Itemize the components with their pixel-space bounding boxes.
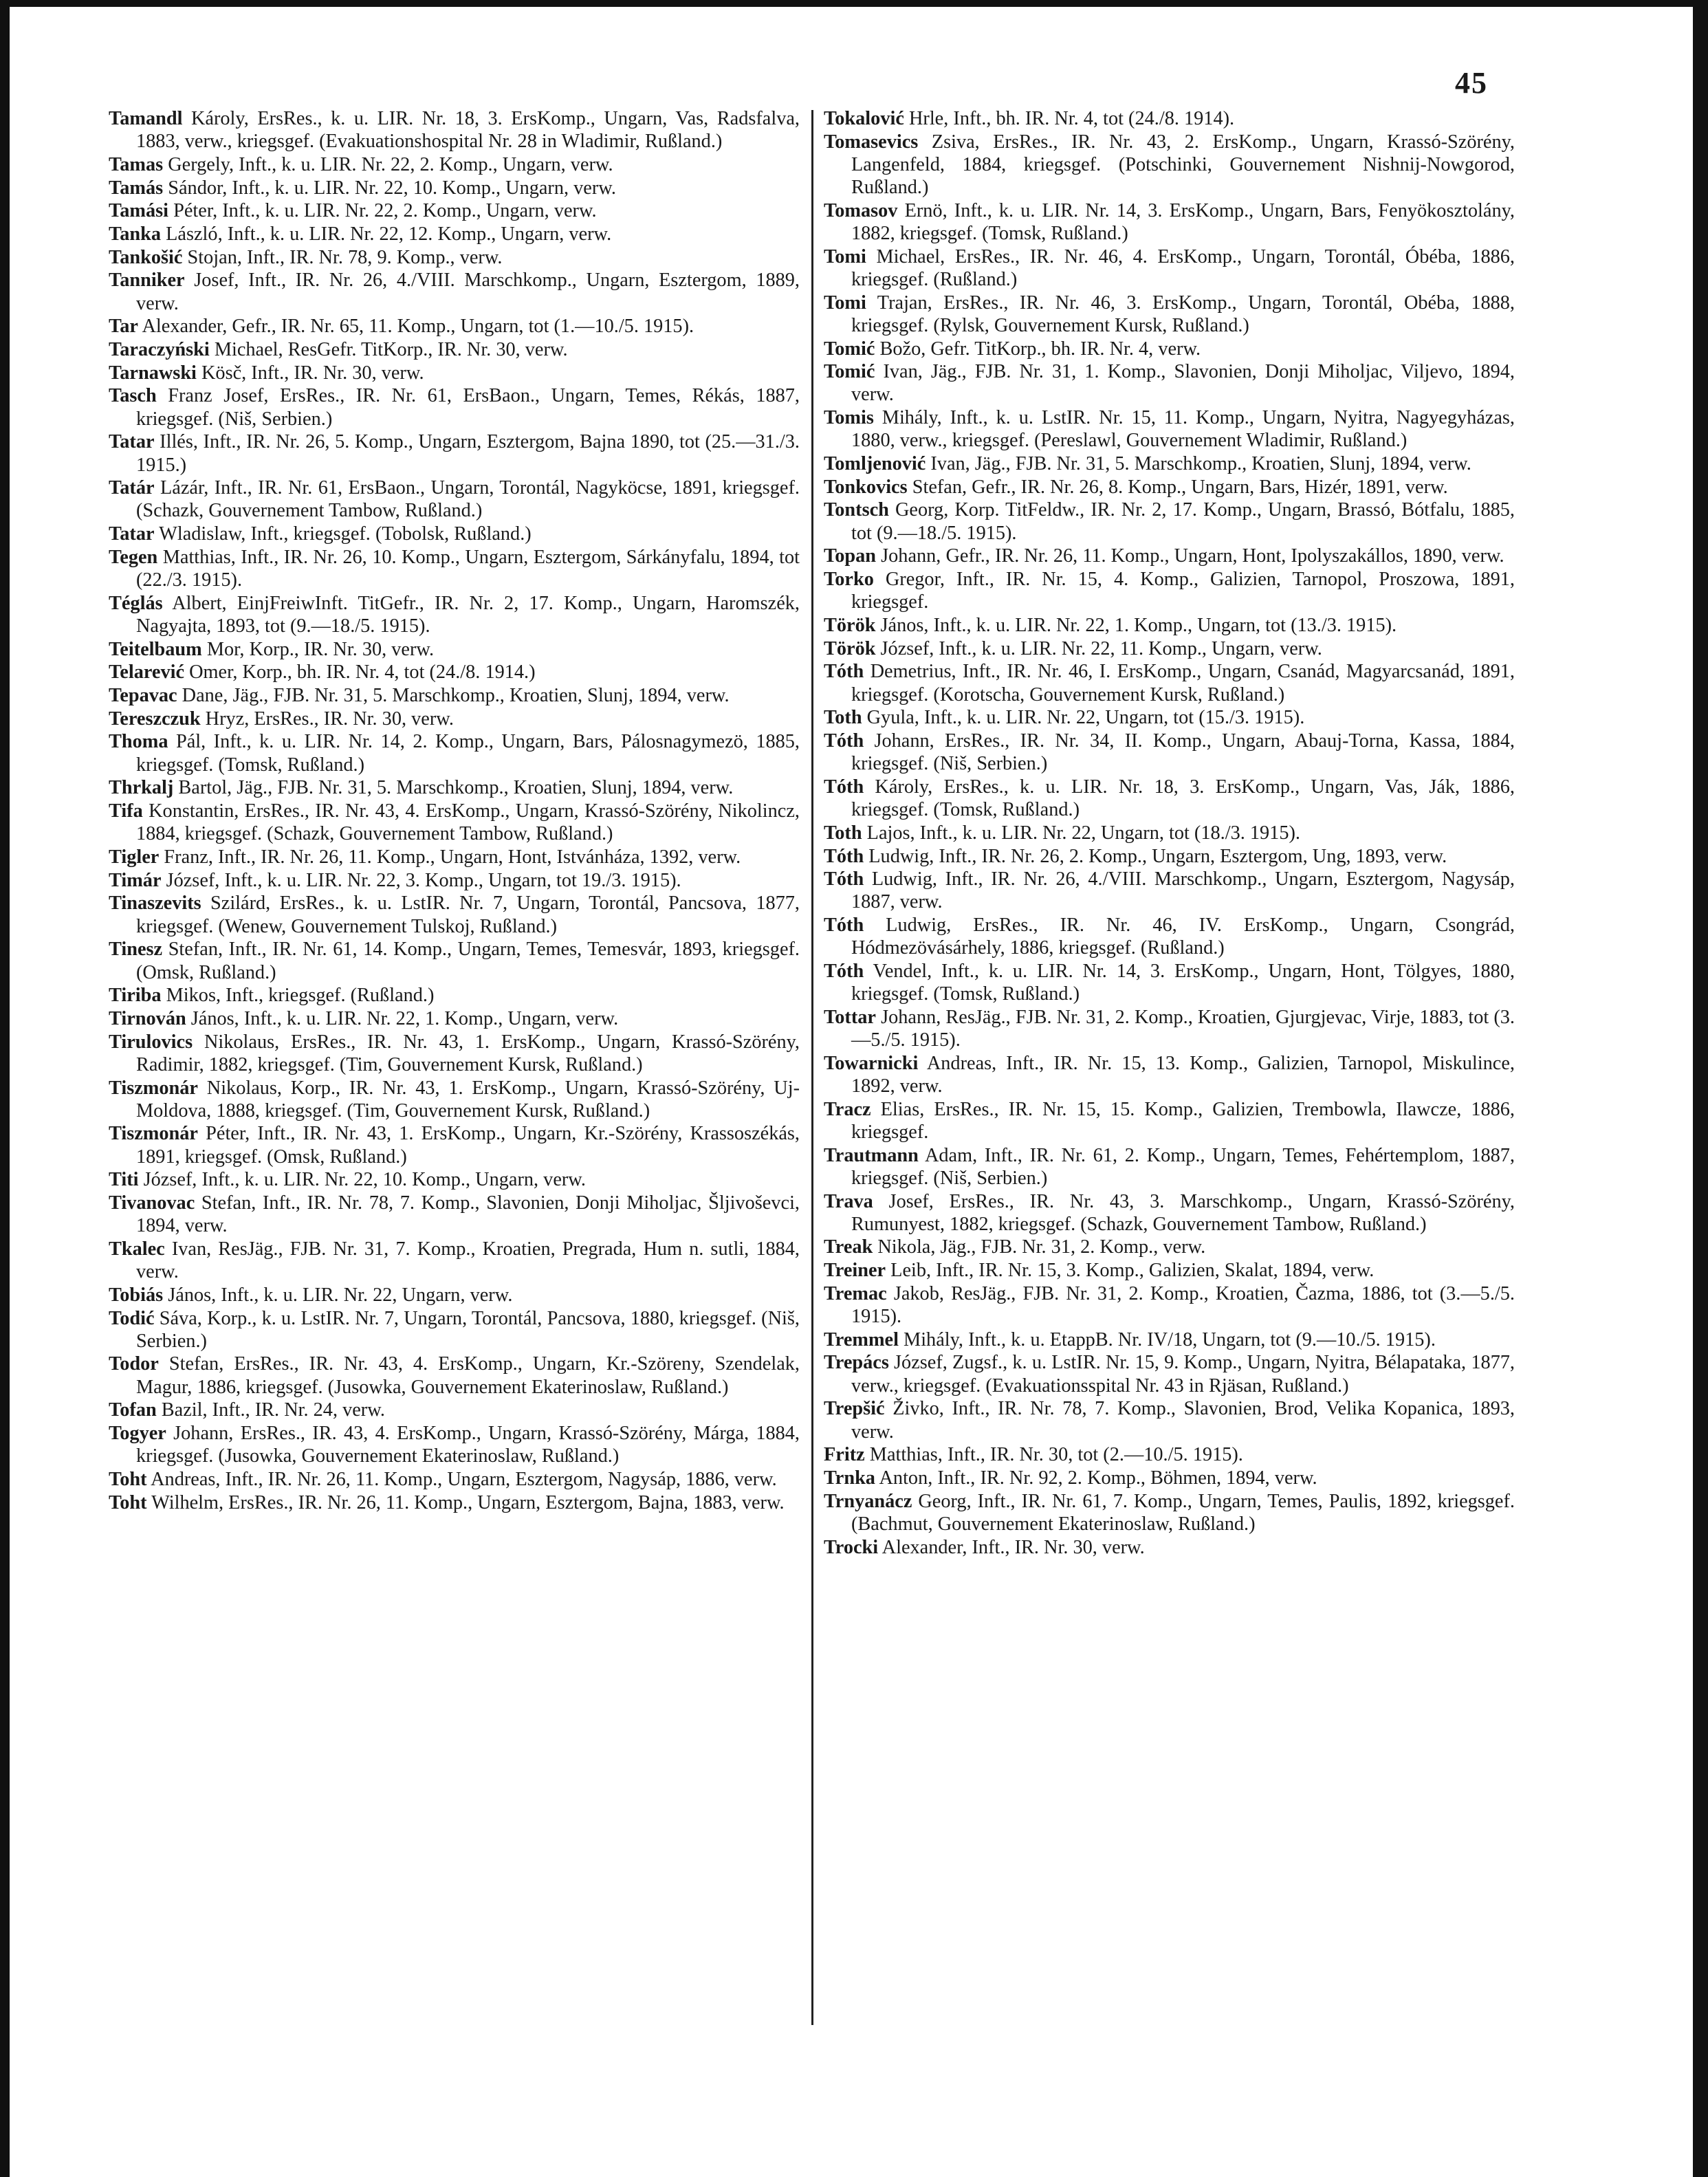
entry-details: Matthias, Inft., IR. Nr. 30, tot (2.—10./5. 1915). [864, 1444, 1243, 1466]
entry-surname: Tamás [109, 177, 164, 199]
entry-details: Illés, Inft., IR. Nr. 26, 5. Komp., Ungarn, Esztergom, Bajna 1890, tot (25.—31./3. 1915.) [136, 431, 800, 476]
entry-surname: Tanniker [109, 270, 185, 292]
entry-details: Zsiva, ErsRes., IR. Nr. 43, 2. ErsKomp., Ungarn, Krassó-Szörény, Langenfeld, 1884, kriegsgef. (Potschinki, Gouvernement Nishnij-Nowgorod, Rußland.) [851, 131, 1515, 199]
entry-surname: Fritz [824, 1444, 865, 1466]
entry-surname: Teitelbaum [109, 638, 202, 660]
entry-details: Gyula, Inft., k. u. LIR. Nr. 22, Ungarn, tot (15./3. 1915). [862, 707, 1305, 729]
entry-surname: Tomi [824, 292, 866, 314]
entry-surname: Tirulovics [109, 1031, 193, 1053]
entry-surname: Tarnawski [109, 362, 197, 384]
register-entry [824, 960, 1515, 1005]
entry-surname: Tontsch [824, 499, 889, 521]
register-entry [109, 1122, 800, 1168]
entry-details: János, Inft., k. u. LIR. Nr. 22, 1. Komp., Ungarn, tot (13./3. 1915). [875, 614, 1397, 636]
register-entry [824, 1259, 1515, 1282]
entry-details: János, Inft., k. u. LIR. Nr. 22, Ungarn, verw. [163, 1284, 513, 1306]
entry-surname: Tepavac [109, 685, 177, 707]
register-entry [824, 730, 1515, 775]
register-entry [824, 914, 1515, 959]
entry-details: Károly, ErsRes., k. u. LIR. Nr. 18, 3. ErsKomp., Ungarn, Vas, Radsfalva, 1883, verw., kriegsgef. (Evakuationshospital Nr. 28 in Wladimir, Rußland.) [136, 108, 800, 153]
entry-surname: Torko [824, 569, 874, 591]
register-entry [109, 776, 800, 799]
entry-details: Stefan, Gefr., IR. Nr. 26, 8. Komp., Ungarn, Bars, Hizér, 1891, verw. [907, 476, 1448, 498]
entry-details: Elias, ErsRes., IR. Nr. 15, 15. Komp., Galizien, Trembowla, Ilawcze, 1886, kriegsgef. [851, 1098, 1515, 1143]
register-entry [109, 246, 800, 269]
entry-details: Franz, Inft., IR. Nr. 26, 11. Komp., Ungarn, Hont, Istvánháza, 1392, verw. [159, 846, 741, 868]
register-entry [824, 107, 1515, 130]
entry-details: Hrle, Inft., bh. IR. Nr. 4, tot (24./8. 1914). [904, 108, 1235, 129]
register-entry [109, 477, 800, 522]
entry-surname: Tatar [109, 431, 155, 453]
register-entry [109, 684, 800, 707]
entry-surname: Trnka [824, 1467, 875, 1489]
entry-details: Nikola, Jäg., FJB. Nr. 31, 2. Komp., verw. [873, 1236, 1206, 1258]
register-entry [824, 822, 1515, 844]
register-entry [824, 845, 1515, 868]
entry-details: Sáva, Korp., k. u. LstIR. Nr. 7, Ungarn, Torontál, Pancsova, 1880, kriegsgef. (Niš, Serbien.) [136, 1307, 800, 1352]
register-entry [109, 269, 800, 314]
register-entry [824, 660, 1515, 705]
entry-details: József, Inft., k. u. LIR. Nr. 22, 10. Komp., Ungarn, verw. [138, 1169, 586, 1191]
entry-surname: Tegen [109, 546, 158, 568]
register-entry [109, 546, 800, 591]
entry-surname: Tinesz [109, 939, 163, 961]
entry-details: Božo, Gefr. TitKorp., bh. IR. Nr. 4, verw. [875, 338, 1201, 360]
entry-surname: Tifa [109, 800, 143, 822]
entry-details: Alexander, Gefr., IR. Nr. 65, 11. Komp., Ungarn, tot (1.—10./5. 1915). [138, 316, 694, 338]
entry-surname: Tóth [824, 868, 864, 890]
entry-details: Leib, Inft., IR. Nr. 15, 3. Komp., Galizien, Skalat, 1894, verw. [886, 1260, 1375, 1282]
entry-details: Johann, ErsRes., IR. 43, 4. ErsKomp., Ungarn, Krassó-Szörény, Márga, 1884, kriegsgef. (Jusowka, Gouvernement Ekaterinoslaw, Rußland.) [136, 1423, 800, 1467]
register-entry [824, 338, 1515, 360]
entry-details: Živko, Inft., IR. Nr. 78, 7. Komp., Slavonien, Brod, Velika Kopanica, 1893, verw. [851, 1398, 1515, 1443]
entry-details: Alexander, Inft., IR. Nr. 30, verw. [878, 1536, 1145, 1558]
entry-details: Michael, ResGefr. TitKorp., IR. Nr. 30, verw. [209, 339, 568, 361]
register-entry [824, 1536, 1515, 1559]
entry-surname: Toht [109, 1491, 147, 1513]
entry-details: Georg, Inft., IR. Nr. 61, 7. Komp., Ungarn, Temes, Paulis, 1892, kriegsgef. (Bachmut, Gouvernement Ekaterinoslaw, Rußland.) [851, 1490, 1515, 1535]
entry-surname: Tkalec [109, 1238, 165, 1260]
register-entry [824, 476, 1515, 499]
entry-details: Mor, Korp., IR. Nr. 30, verw. [201, 638, 435, 660]
register-entry [109, 708, 800, 730]
entry-details: Stefan, Inft., IR. Nr. 78, 7. Komp., Slavonien, Donji Miholjac, Šljivoševci, 1894, verw. [136, 1192, 800, 1237]
entry-surname: Thoma [109, 731, 168, 753]
entry-surname: Tankošić [109, 246, 183, 268]
register-entry [109, 869, 800, 892]
register-entry [824, 776, 1515, 821]
entry-surname: Trepšić [824, 1398, 885, 1420]
entry-surname: Todić [109, 1307, 155, 1329]
entry-surname: Trnyanácz [824, 1490, 912, 1512]
entry-details: Demetrius, Inft., IR. Nr. 46, I. ErsKomp., Ungarn, Csanád, Magyarcsanád, 1891, kriegsgef. (Korotscha, Gouvernement Kursk, Rußland.) [851, 661, 1515, 705]
entry-surname: Tracz [824, 1098, 871, 1120]
entry-surname: Treak [824, 1236, 873, 1258]
entry-details: Stefan, ErsRes., IR. Nr. 43, 4. ErsKomp., Ungarn, Kr.-Szöreny, Szendelak, Magur, 1886, kriegsgef. (Jusowka, Gouvernement Ekaterinoslaw, Rußland.) [136, 1353, 800, 1398]
left-column [109, 107, 800, 1514]
entry-details: Gergely, Inft., k. u. LIR. Nr. 22, 2. Komp., Ungarn, verw. [163, 153, 613, 175]
entry-surname: Toth [824, 707, 862, 729]
entry-surname: Tiriba [109, 985, 162, 1007]
entry-details: Ivan, ResJäg., FJB. Nr. 31, 7. Komp., Kroatien, Pregrada, Hum n. sutli, 1884, verw. [136, 1238, 800, 1283]
entry-surname: Topan [824, 545, 877, 567]
entry-details: Johann, ErsRes., IR. Nr. 34, II. Komp., Ungarn, Abauj-Torna, Kassa, 1884, kriegsgef. (Niš, Serbien.) [851, 730, 1515, 775]
entry-details: Mikos, Inft., kriegsgef. (Rußland.) [161, 985, 435, 1007]
register-entry [109, 938, 800, 983]
entry-surname: Towarnicki [824, 1052, 919, 1074]
register-entry [109, 1168, 800, 1191]
entry-details: Mihály, Inft., k. u. LstIR. Nr. 15, 11. Komp., Ungarn, Nyitra, Nagyegyházas, 1880, verw., kriegsgef. (Pereslawl, Gouvernement Wladimir, Rußland.) [851, 407, 1515, 452]
entry-surname: Tamási [109, 200, 169, 222]
entry-details: Stojan, Inft., IR. Nr. 78, 9. Komp., verw. [182, 246, 503, 268]
entry-surname: Tremac [824, 1282, 887, 1304]
entry-surname: Tofan [109, 1399, 157, 1421]
entry-details: Josef, Inft., IR. Nr. 26, 4./VIII. Marschkomp., Ungarn, Esztergom, 1889, verw. [136, 270, 800, 314]
register-entry [824, 406, 1515, 452]
entry-surname: Tóth [824, 730, 864, 752]
entry-surname: Tar [109, 316, 138, 338]
entry-surname: Tóth [824, 776, 864, 798]
entry-surname: Todor [109, 1353, 159, 1375]
entry-details: Kösč, Inft., IR. Nr. 30, verw. [196, 362, 424, 384]
register-entry [824, 1098, 1515, 1144]
entry-surname: Trava [824, 1190, 873, 1212]
register-entry [824, 1236, 1515, 1258]
entry-details: Hryz, ErsRes., IR. Nr. 30, verw. [200, 708, 454, 730]
register-entry [109, 153, 800, 176]
entry-details: József, Inft., k. u. LIR. Nr. 22, 3. Komp., Ungarn, tot 19./3. 1915). [161, 869, 681, 891]
entry-surname: Tinaszevits [109, 893, 201, 915]
scan-border-top [0, 0, 1708, 7]
entry-details: Jakob, ResJäg., FJB. Nr. 31, 2. Komp., Kroatien, Čazma, 1886, tot (3.—5./5. 1915). [851, 1282, 1515, 1328]
entry-surname: Tereszczuk [109, 708, 201, 730]
entry-details: Ludwig, Inft., IR. Nr. 26, 2. Komp., Ungarn, Esztergom, Ung, 1893, verw. [864, 845, 1447, 867]
register-entry [824, 1052, 1515, 1097]
entry-surname: Tóth [824, 961, 864, 983]
entry-surname: Taraczyński [109, 339, 210, 361]
entry-surname: Tatár [109, 477, 155, 499]
entry-surname: Trepács [824, 1352, 889, 1374]
entry-surname: Tatar [109, 523, 155, 545]
entry-surname: Tomis [824, 407, 874, 429]
register-entry [109, 892, 800, 937]
register-entry [824, 1490, 1515, 1535]
entry-details: Ludwig, Inft., IR. Nr. 26, 4./VIII. Marschkomp., Ungarn, Esztergom, Nagysáp, 1887, verw. [851, 868, 1515, 913]
register-entry [824, 1144, 1515, 1190]
entry-surname: Tamandl [109, 108, 183, 129]
register-entry [109, 1491, 800, 1514]
register-entry [109, 430, 800, 476]
entry-details: Wilhelm, ErsRes., IR. Nr. 26, 11. Komp., Ungarn, Esztergom, Bajna, 1883, verw. [146, 1491, 785, 1513]
entry-surname: Trautmann [824, 1144, 919, 1166]
entry-details: Pál, Inft., k. u. LIR. Nr. 14, 2. Komp., Ungarn, Bars, Pálosnagymezö, 1885, kriegsgef. (Tomsk, Rußland.) [136, 731, 800, 776]
entry-surname: Török [824, 637, 876, 659]
register-entry [109, 177, 800, 199]
entry-surname: Tiszmonár [109, 1123, 198, 1145]
entry-details: Georg, Korp. TitFeldw., IR. Nr. 2, 17. Komp., Ungarn, Brassó, Bótfalu, 1885, tot (9.—18./5. 1915). [851, 499, 1515, 544]
register-entry [824, 1190, 1515, 1236]
register-entry [109, 1077, 800, 1122]
entry-surname: Thrkalj [109, 777, 174, 799]
entry-surname: Tomasevics [824, 131, 919, 153]
register-entry [109, 984, 800, 1007]
entry-surname: Tanka [109, 223, 162, 245]
register-entry [109, 199, 800, 222]
register-entry [109, 1192, 800, 1237]
entry-surname: Téglás [109, 592, 163, 614]
entry-surname: Telarević [109, 661, 185, 683]
entry-details: Johann, Gefr., IR. Nr. 26, 11. Komp., Ungarn, Hont, Ipolyszakállos, 1890, verw. [876, 545, 1504, 567]
entry-surname: Trocki [824, 1536, 879, 1558]
page-number: 45 [1455, 66, 1488, 100]
register-entry [824, 706, 1515, 729]
entry-surname: Tóth [824, 661, 864, 683]
register-entry [824, 868, 1515, 913]
entry-details: Szilárd, ErsRes., k. u. LstIR. Nr. 7, Ungarn, Torontál, Pancsova, 1877, kriegsgef. (Wenew, Gouvernement Tulskoj, Rußland.) [136, 893, 800, 937]
entry-details: Josef, ErsRes., IR. Nr. 43, 3. Marschkomp., Ungarn, Krassó-Szörény, Rumunyest, 1882, kriegsgef. (Schazk, Gouvernement Tambow, Rußland.) [851, 1190, 1515, 1235]
register-entry [109, 315, 800, 338]
register-entry [109, 1307, 800, 1353]
register-entry [824, 1328, 1515, 1351]
register-entry [109, 1468, 800, 1491]
entry-details: Ernö, Inft., k. u. LIR. Nr. 14, 3. ErsKomp., Ungarn, Bars, Fenyökosztolány, 1882, kriegsgef. (Tomsk, Rußland.) [851, 199, 1515, 245]
entry-details: Franz Josef, ErsRes., IR. Nr. 61, ErsBaon., Ungarn, Temes, Rékás, 1887, kriegsgef. (Niš, Serbien.) [136, 385, 800, 430]
entry-surname: Tomljenović [824, 453, 926, 475]
register-entry [824, 199, 1515, 245]
entry-surname: Treiner [824, 1260, 886, 1282]
entry-details: Michael, ErsRes., IR. Nr. 46, 4. ErsKomp., Ungarn, Torontál, Óbéba, 1886, kriegsgef. (Rußland.) [851, 245, 1515, 290]
entry-details: Bazil, Inft., IR. Nr. 24, verw. [156, 1399, 385, 1421]
register-entry [824, 131, 1515, 199]
entry-details: Konstantin, ErsRes., IR. Nr. 43, 4. ErsKomp., Ungarn, Krassó-Szörény, Nikolincz, 1884, kriegsgef. (Schazk, Gouvernement Tambow, Rußland.) [136, 800, 800, 845]
register-entry [109, 730, 800, 776]
entry-details: Lázár, Inft., IR. Nr. 61, ErsBaon., Ungarn, Torontál, Nagyköcse, 1891, kriegsgef. (Schazk, Gouvernement Tambow, Rußland.) [136, 477, 800, 522]
entry-details: Nikolaus, ErsRes., IR. Nr. 43, 1. ErsKomp., Ungarn, Krassó-Szörény, Radimir, 1882, kriegsgef. (Tim, Gouvernement Kursk, Rußland.) [136, 1031, 800, 1075]
entry-details: László, Inft., k. u. LIR. Nr. 22, 12. Komp., Ungarn, verw. [161, 223, 612, 245]
register-entry [824, 1351, 1515, 1397]
register-entry [109, 384, 800, 430]
entry-details: Vendel, Inft., k. u. LIR. Nr. 14, 3. ErsKomp., Ungarn, Hont, Tölgyes, 1880, kriegsgef. (Tomsk, Rußland.) [851, 961, 1515, 1005]
entry-surname: Tasch [109, 385, 157, 407]
entry-surname: Tobiás [109, 1284, 164, 1306]
register-entry [109, 638, 800, 661]
register-entry [109, 338, 800, 361]
entry-surname: Tonkovics [824, 476, 908, 498]
register-entry [824, 1443, 1515, 1466]
register-entry [109, 223, 800, 245]
entry-details: Gregor, Inft., IR. Nr. 15, 4. Komp., Galizien, Tarnopol, Proszowa, 1891, kriegsgef. [851, 569, 1515, 613]
entry-details: Omer, Korp., bh. IR. Nr. 4, tot (24./8. 1914.) [184, 661, 536, 683]
entry-details: Károly, ErsRes., k. u. LIR. Nr. 18, 3. ErsKomp., Ungarn, Vas, Ják, 1886, kriegsgef. (Tomsk, Rußland.) [851, 776, 1515, 821]
register-entry [824, 1282, 1515, 1328]
scan-border-left [0, 0, 10, 2177]
entry-surname: Tottar [824, 1006, 876, 1028]
register-entry [109, 1422, 800, 1467]
entry-surname: Tomić [824, 338, 875, 360]
entry-details: Andreas, Inft., IR. Nr. 15, 13. Komp., Galizien, Tarnopol, Miskulince, 1892, verw. [851, 1052, 1515, 1097]
entry-details: Péter, Inft., IR. Nr. 43, 1. ErsKomp., Ungarn, Kr.-Szörény, Krassoszékás, 1891, kriegsgef. (Omsk, Rußland.) [136, 1123, 800, 1168]
register-entry [824, 292, 1515, 337]
register-entry [109, 1353, 800, 1398]
register-entry [824, 1397, 1515, 1443]
entry-details: Albert, EinjFreiwInft. TitGefr., IR. Nr. 2, 17. Komp., Ungarn, Haromszék, Nagyajta, 1893, tot (9.—18./5. 1915). [136, 592, 800, 637]
entry-details: Ludwig, ErsRes., IR. Nr. 46, IV. ErsKomp., Ungarn, Csongrád, Hódmezövásárhely, 1886, kriegsgef. (Rußland.) [851, 915, 1515, 959]
register-entry [824, 360, 1515, 406]
register-entry [109, 846, 800, 868]
register-entry [109, 800, 800, 845]
entry-details: Andreas, Inft., IR. Nr. 26, 11. Komp., Ungarn, Esztergom, Nagysáp, 1886, verw. [146, 1468, 777, 1490]
entry-surname: Tremmel [824, 1328, 899, 1350]
entry-surname: Togyer [109, 1423, 166, 1445]
register-entry [824, 614, 1515, 637]
register-entry [824, 452, 1515, 475]
entry-details: József, Zugsf., k. u. LstIR. Nr. 15, 9. Komp., Ungarn, Nyitra, Bélapataka, 1877, verw., kriegsgef. (Evakuationsspital Nr. 43 in Rjäsan, Rußland.) [851, 1352, 1515, 1397]
register-entry [109, 107, 800, 153]
entry-details: Ivan, Jäg., FJB. Nr. 31, 1. Komp., Slavonien, Donji Miholjac, Viljevo, 1894, verw. [851, 361, 1515, 406]
entry-details: Ivan, Jäg., FJB. Nr. 31, 5. Marschkomp., Kroatien, Slunj, 1894, verw. [926, 453, 1471, 475]
register-entry [824, 568, 1515, 613]
register-entry [109, 1031, 800, 1076]
register-entry [109, 661, 800, 683]
entry-surname: Timár [109, 869, 162, 891]
register-entry [109, 1284, 800, 1306]
register-entry [109, 592, 800, 637]
entry-surname: Tigler [109, 846, 160, 868]
register-entry [109, 523, 800, 545]
entry-details: Péter, Inft., k. u. LIR. Nr. 22, 2. Komp., Ungarn, verw. [168, 200, 597, 222]
entry-surname: Tóth [824, 845, 864, 867]
entry-surname: Török [824, 614, 876, 636]
entry-details: Stefan, Inft., IR. Nr. 61, 14. Komp., Ungarn, Temes, Temesvár, 1893, kriegsgef. (Omsk, Rußland.) [136, 939, 800, 983]
entry-details: Anton, Inft., IR. Nr. 92, 2. Komp., Böhmen, 1894, verw. [875, 1467, 1317, 1489]
register-entry [109, 1399, 800, 1421]
entry-details: Matthias, Inft., IR. Nr. 26, 10. Komp., Ungarn, Esztergom, Sárkányfalu, 1894, tot (22./3. 1915). [136, 546, 800, 591]
entry-surname: Tóth [824, 915, 864, 937]
entry-surname: Tokalović [824, 108, 904, 129]
entry-surname: Tiszmonár [109, 1077, 198, 1099]
register-entry [109, 1238, 800, 1283]
entry-details: Johann, ResJäg., FJB. Nr. 31, 2. Komp., Kroatien, Gjurgjevac, Virje, 1883, tot (3.—5./5. 1915). [851, 1006, 1515, 1051]
entry-surname: Toth [824, 822, 862, 844]
entry-surname: Tivanovac [109, 1192, 195, 1214]
entry-surname: Tomi [824, 245, 866, 267]
entry-details: Adam, Inft., IR. Nr. 61, 2. Komp., Ungarn, Temes, Fehértemplom, 1887, kriegsgef. (Niš, Serbien.) [851, 1144, 1515, 1189]
entry-surname: Tamas [109, 153, 164, 175]
register-entry [824, 545, 1515, 567]
right-column [824, 107, 1515, 1559]
column-divider [811, 110, 813, 2025]
register-entry [824, 245, 1515, 291]
register-entry [824, 1006, 1515, 1051]
entry-details: Wladislaw, Inft., kriegsgef. (Tobolsk, Rußland.) [154, 523, 532, 545]
entry-details: Nikolaus, Korp., IR. Nr. 43, 1. ErsKomp., Ungarn, Krassó-Szörény, Uj-Moldova, 1888, kriegsgef. (Tim, Gouvernement Kursk, Rußland.) [136, 1077, 800, 1122]
register-entry [824, 637, 1515, 660]
register-entry [824, 1467, 1515, 1489]
register-entry [109, 362, 800, 384]
register-entry [109, 1007, 800, 1030]
entry-surname: Tomić [824, 361, 875, 383]
entry-details: Bartol, Jäg., FJB. Nr. 31, 5. Marschkomp., Kroatien, Slunj, 1894, verw. [173, 777, 734, 799]
entry-surname: Toht [109, 1468, 147, 1490]
entry-details: Sándor, Inft., k. u. LIR. Nr. 22, 10. Komp., Ungarn, verw. [163, 177, 616, 199]
entry-surname: Tomasov [824, 199, 898, 221]
entry-surname: Titi [109, 1169, 139, 1191]
entry-details: József, Inft., k. u. LIR. Nr. 22, 11. Komp., Ungarn, verw. [875, 637, 1322, 659]
entry-details: Dane, Jäg., FJB. Nr. 31, 5. Marschkomp., Kroatien, Slunj, 1894, verw. [177, 685, 730, 707]
register-entry [824, 499, 1515, 544]
entry-details: Mihály, Inft., k. u. EtappB. Nr. IV/18, Ungarn, tot (9.—10./5. 1915). [898, 1328, 1436, 1350]
scan-border-right [1693, 0, 1708, 2177]
entry-details: Trajan, ErsRes., IR. Nr. 46, 3. ErsKomp., Ungarn, Torontál, Obéba, 1888, kriegsgef. (Rylsk, Gouvernement Kursk, Rußland.) [851, 292, 1515, 336]
entry-details: Lajos, Inft., k. u. LIR. Nr. 22, Ungarn, tot (18./3. 1915). [862, 822, 1300, 844]
entry-details: János, Inft., k. u. LIR. Nr. 22, 1. Komp., Ungarn, verw. [186, 1007, 619, 1029]
entry-surname: Tirnován [109, 1007, 186, 1029]
